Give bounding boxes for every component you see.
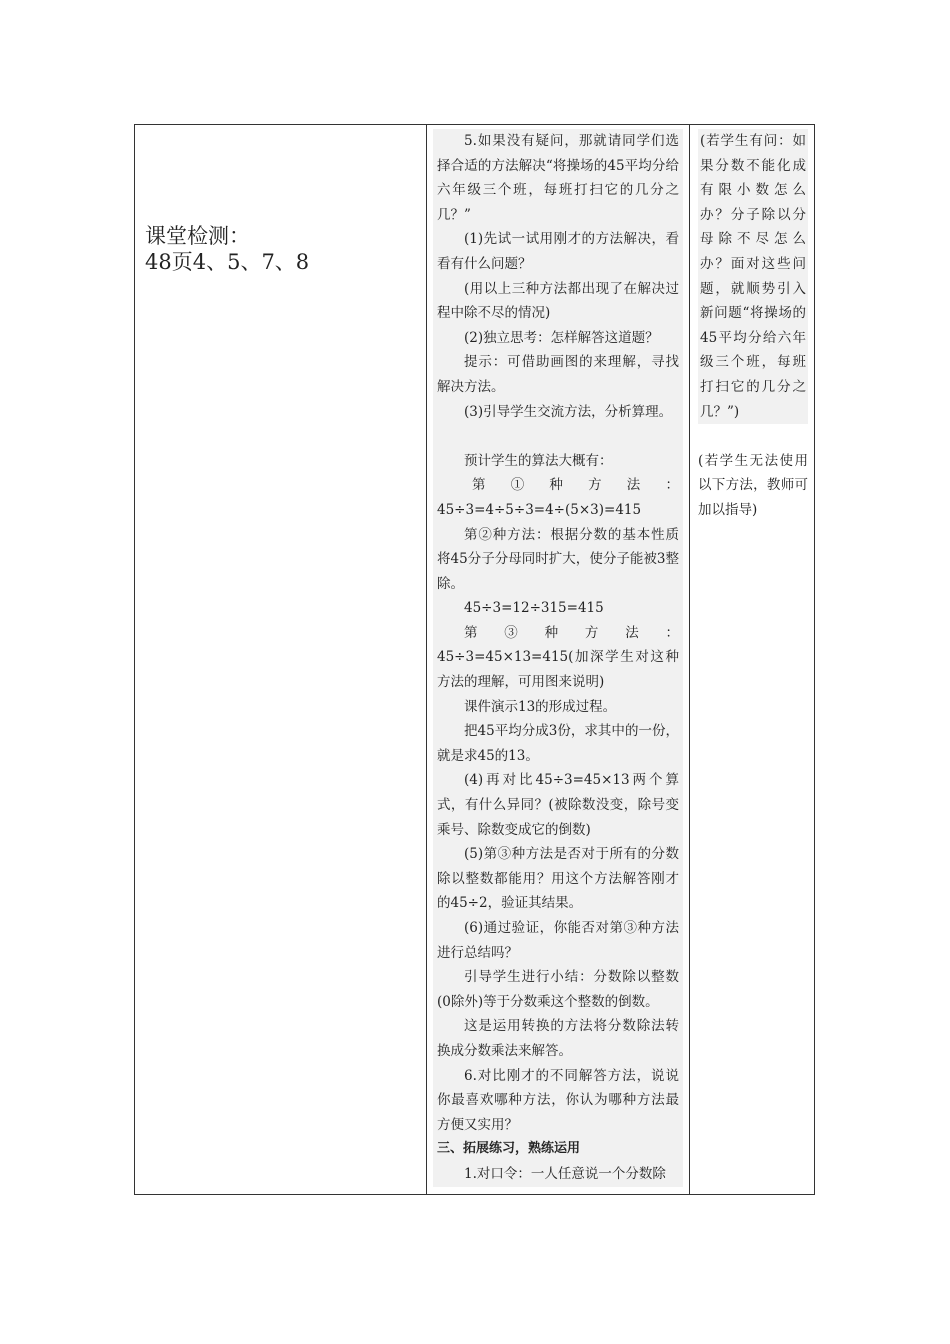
paragraph: 第②种方法：根据分数的基本性质将45分子分母同时扩大，使分子能被3整除。 [437,526,679,592]
note: (若学生无法使用以下方法，教师可加以指导) [698,452,808,518]
paragraph: 6.对比刚才的不同解答方法，说说你最喜欢哪种方法，你认为哪种方法最方便又实用？ [437,1067,679,1133]
paragraph: 第③种方法：45÷3=45×13=415(加深学生对这种方法的理解，可用图来说明) [437,624,679,691]
paragraph: 把45平均分成3份，求其中的一份，就是求45的13。 [437,723,679,764]
classroom-check-cell [145,223,415,275]
paragraph: 1.对口令：一人任意说一个分数除 [464,1165,666,1182]
paragraph: 预计学生的算法大概有： [464,452,613,469]
teaching-process-cell [433,129,683,1187]
column-divider [426,125,427,1194]
paragraph: (用以上三种方法都出现了在解决过程中除不尽的情况) [437,280,679,322]
paragraph: (1)先试一试用刚才的方法解决，看看有什么问题？ [437,231,679,272]
paragraph: (6)通过验证，你能否对第③种方法进行总结吗？ [437,920,679,961]
paragraph: 引导学生进行小结：分数除以整数(0除外)等于分数乘这个整数的倒数。 [437,969,679,1010]
classroom-check-title: 课堂检测： [145,224,250,248]
classroom-check-pages: 48页4、5、7、8 [145,250,310,274]
paragraph: (3)引导学生交流方法，分析算理。 [464,403,673,420]
blank-line [698,424,808,449]
formula: 45÷3=4÷5÷3=4÷(5×3)=415 [437,501,642,518]
note: (若学生有问：如果分数不能化成有限小数怎么办？分子除以分母除不尽怎么办？面对这些问题，就顺势引入新问题“将操场的45平均分给六年级三个班，每班打扫它的几分之几？”) [698,129,808,424]
notes-cell [698,129,808,523]
paragraph: 课件演示13的形成过程。 [464,698,617,715]
section-heading: 三、拓展练习，熟练运用 [437,1141,581,1157]
paragraph: 提示：可借助画图的来理解，寻找解决方法。 [437,354,679,395]
paragraph: (4)再对比45÷3=45×13两个算式，有什么异同？(被除数没变，除号变乘号、除数变成它的倒数) [437,772,679,838]
formula: 45÷3=12÷315=415 [464,600,604,617]
paragraph: 这是运用转换的方法将分数除法转换成分数乘法来解答。 [437,1018,679,1059]
blank-line [437,424,679,449]
paragraph: 5.如果没有疑问，那就请同学们选择合适的方法解决“将操场的45平均分给六年级三个班，每班打扫它的几分之几？” [437,133,679,223]
paragraph: (5)第③种方法是否对于所有的分数除以整数都能用？用这个方法解答刚才的45÷2，验证其结果。 [437,846,679,912]
column-divider [689,125,690,1194]
paragraph: 第 ① 种 方 法 ： [472,477,679,494]
lesson-table [134,124,815,1195]
paragraph: (2)独立思考：怎样解答这道题？ [464,329,659,346]
